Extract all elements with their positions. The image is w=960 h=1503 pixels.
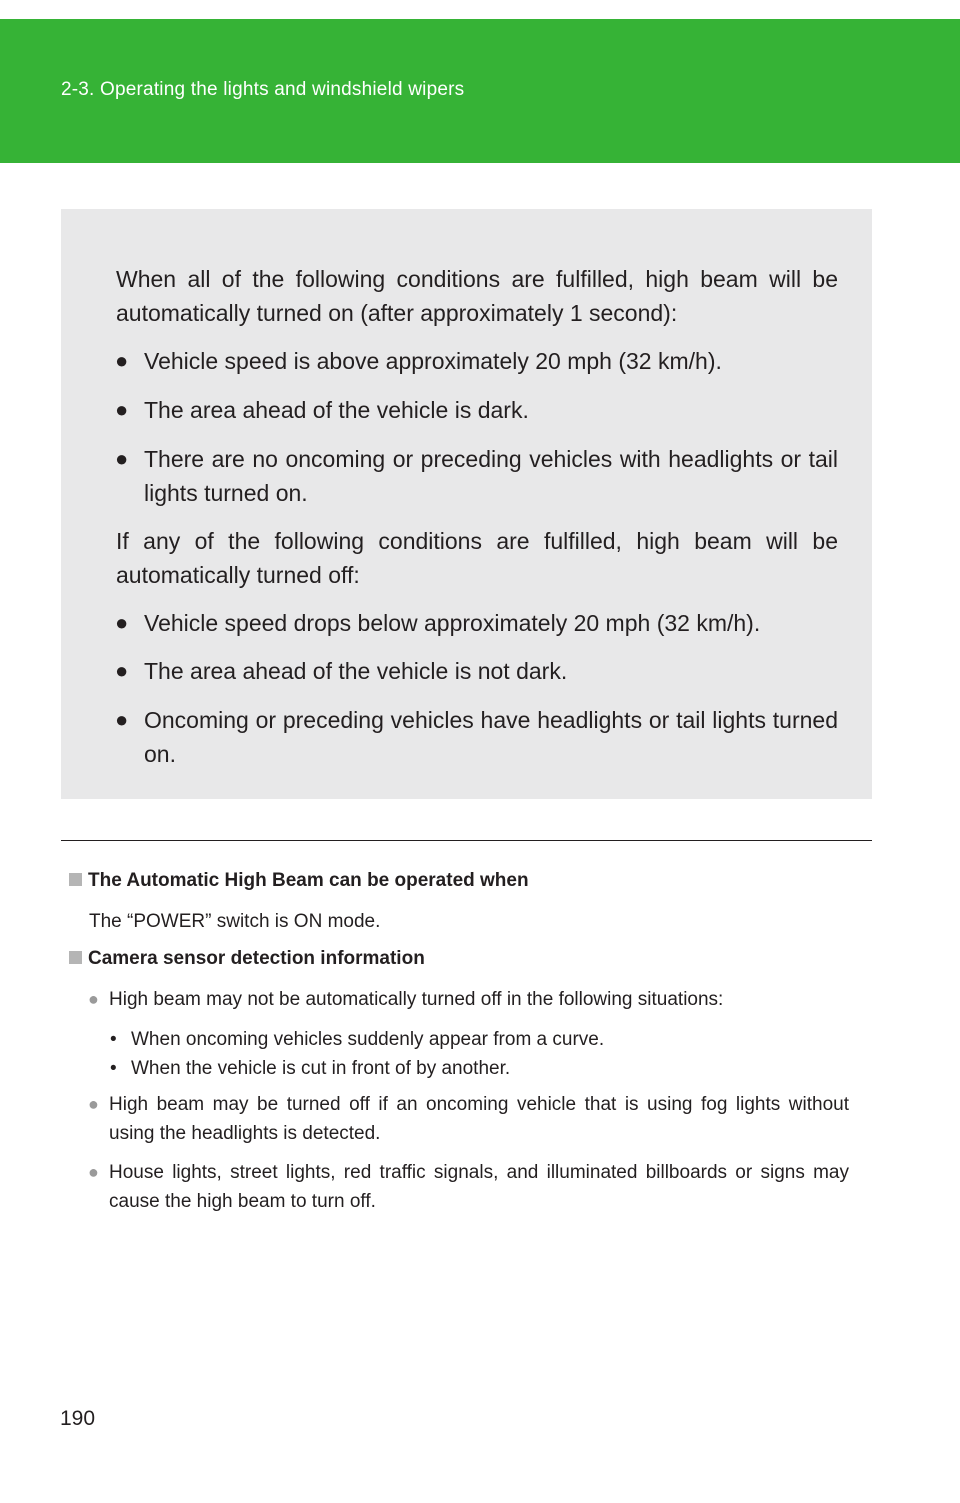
camera-item-3: ● House lights, street lights, red traffic signals, and illuminated billboards or signs may cause the high beam to turn off. bbox=[109, 1158, 849, 1216]
off-condition-3: ● Oncoming or preceding vehicles have headlights or tail lights turned on. bbox=[144, 703, 838, 771]
off-condition-1: ● Vehicle speed drops below approximately 20 mph (32 km/h). bbox=[144, 606, 838, 640]
section-title: 2-3. Operating the lights and windshield wipers bbox=[61, 78, 465, 100]
gray-bullet-icon: ● bbox=[88, 1093, 99, 1114]
operate-heading: The Automatic High Beam can be operated when bbox=[69, 870, 529, 892]
gray-square-icon bbox=[69, 951, 82, 964]
on-condition-2: ● The area ahead of the vehicle is dark. bbox=[144, 393, 838, 427]
on-condition-3: ● There are no oncoming or preceding vehicles with headlights or tail lights turned on. bbox=[144, 442, 838, 510]
camera-heading: Camera sensor detection information bbox=[69, 948, 425, 970]
divider bbox=[61, 840, 872, 841]
bullet-icon: ● bbox=[115, 609, 129, 635]
camera-subitem-2: • When the vehicle is cut in front of by another. bbox=[110, 1057, 511, 1079]
bullet-icon: ● bbox=[115, 445, 129, 471]
page-number: 190 bbox=[60, 1406, 96, 1430]
bullet-icon: ● bbox=[115, 347, 129, 373]
gray-bullet-icon: ● bbox=[88, 988, 99, 1009]
bullet-icon: ● bbox=[115, 657, 129, 683]
camera-subitem-1: • When oncoming vehicles suddenly appear from a curve. bbox=[110, 1028, 605, 1050]
on-condition-1: ● Vehicle speed is above approximately 20 mph (32 km/h). bbox=[144, 344, 838, 378]
gray-square-icon bbox=[69, 873, 82, 886]
bullet-icon: ● bbox=[115, 706, 129, 732]
section-header bbox=[0, 19, 960, 163]
camera-item-2: ● High beam may be turned off if an oncoming vehicle that is using fog lights without using the headlights is detected. bbox=[109, 1090, 849, 1148]
on-intro: When all of the following conditions are fulfilled, high beam will be automatically turned on (after approximately 1 second): bbox=[116, 265, 838, 326]
operate-text: The “POWER” switch is ON mode. bbox=[89, 910, 381, 932]
off-intro: If any of the following conditions are fulfilled, high beam will be automatically turned off: bbox=[116, 527, 838, 588]
bullet-icon: ● bbox=[115, 396, 129, 422]
off-condition-2: ● The area ahead of the vehicle is not dark. bbox=[144, 654, 838, 688]
gray-bullet-icon: ● bbox=[88, 1161, 99, 1182]
camera-item-1: ● High beam may not be automatically turned off in the following situations: bbox=[109, 985, 849, 1014]
